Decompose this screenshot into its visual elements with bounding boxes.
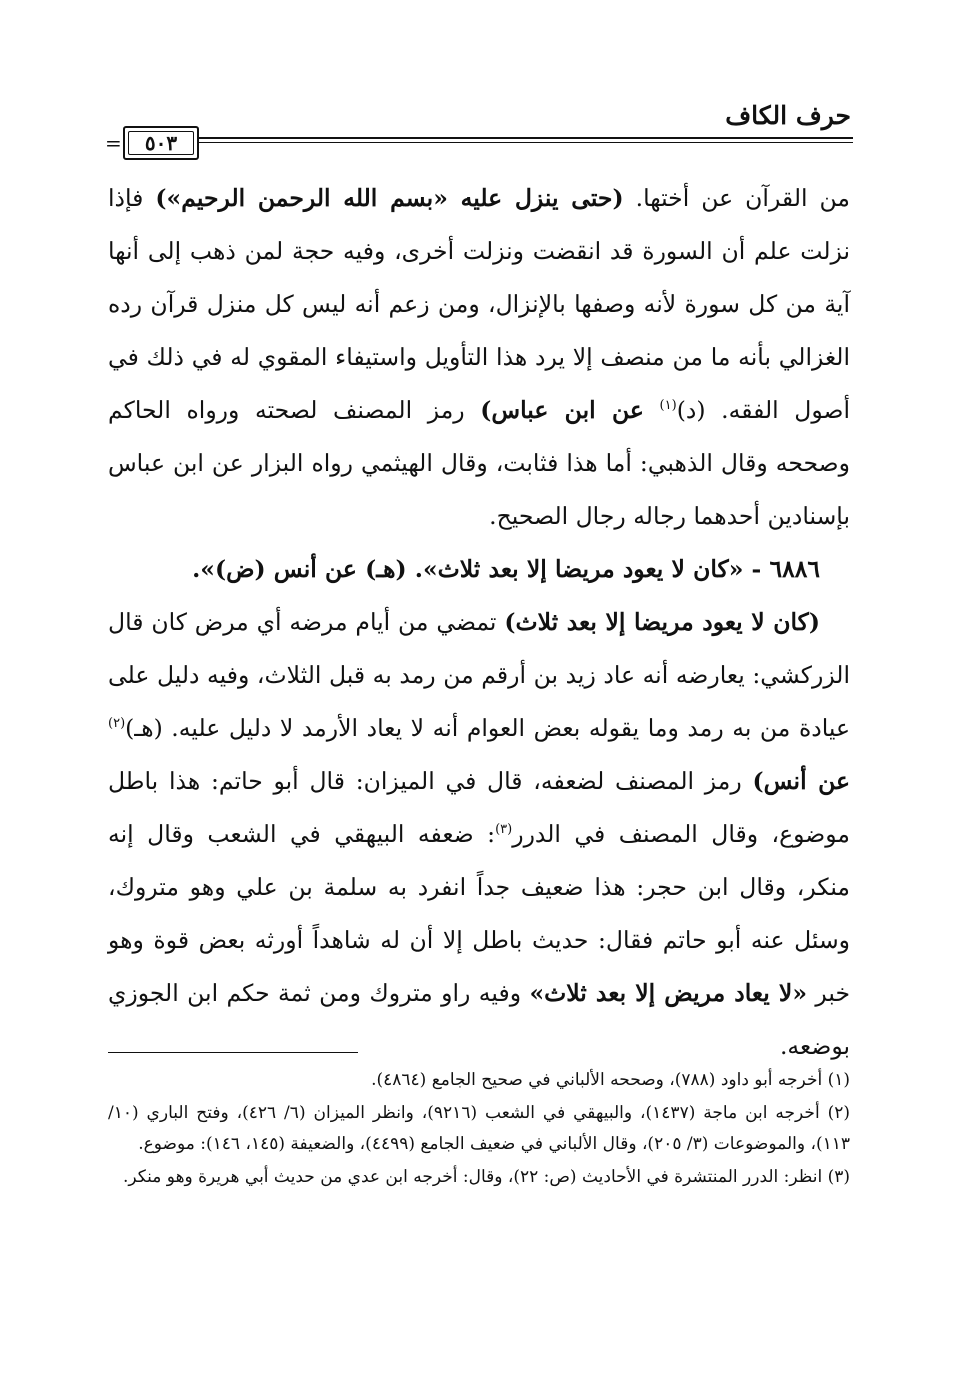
header-rule-thin (197, 142, 853, 143)
header-ornament: = (105, 131, 122, 155)
main-text (108, 172, 850, 1073)
chapter-title: حرف الكاف (725, 101, 851, 130)
paragraph-2: (كان لا يعود مريضا إلا بعد ثلاث) تمضي من أيام مرضه أي مرض كان قال الزركشي: يعارضه أنه عاد زيد بن أرقم من رمد به قبل الثلاث، وفيه دليل على عيادة من به رمد وما يقوله بعض العوام أنه لا يعاد الأرمد لا دليل عليه. (هـ)$^{(٢)}$ عن أنس) رمز المصنف لضعفه، قال في الميزان: قال أبو حاتم: هذا باطل موضوع، وقال المصنف في الدرر$^{(٣)}$: ضعفه البيهقي في الشعب وقال إنه منكر، وقال ابن حجر: هذا ضعيف جداً انفرد به سلمة بن علي وهو متروك، وسئل عنه أبو حاتم فقال: حديث باطل إلا أن له شاهداً أورثه بعض قوة وهو خبر «لا يعاد مريض إلا بعد ثلاث» وفيه راو متروك ومن ثمة حكم ابن الجوزي بوضعه. (108, 608, 850, 1060)
page-header (105, 95, 853, 155)
footnote-2: (٢) أخرجه ابن ماجة (١٤٣٧)، والبيهقي في الشعب (٩٢١٦)، وانظر الميزان (٦/ ٤٢٦)، وفتح الباري (١٠/ ١١٣)، والموضوعات (٣/ ٢٠٥)، وقال الألباني في ضعيف الجامع (٤٤٩٩)، والضعيفة (١٤٥، ١٤٦): موضوع. (108, 1103, 851, 1154)
footnote-divider (108, 1052, 358, 1053)
footnote-ref-1: (١) (659, 398, 677, 414)
footnotes (108, 1065, 850, 1195)
paragraph-1: من القرآن عن أختها. (حتى ينزل عليه «بسم الله الرحمن الرحيم») فإذا نزلت علم أن السورة قد انقضت ونزلت أخرى، وفيه حجة لمن ذهب إلى أنها آية من كل سورة لأنه وصفها بالإنزال، ومن زعم أنه ليس كل منزل قرآن رده الغزالي بأنه ما من منصف إلا يرد هذا التأويل واستيفاء المقوي له في ذلك في أصول الفقه. (د)$^{(١)}$ عن ابن عباس) رمز المصنف لصحته ورواه الحاكم وصححه وقال الذهبي: أما هذا فثابت، وقال الهيثمي رواه البزار عن ابن عباس بإسنادين أحدهما رجاله رجال الصحيح. (108, 184, 851, 530)
header-rule (197, 137, 853, 139)
footnote-3: (٣) انظر: الدرر المنتشرة في الأحاديث (ص: ٢٢)، وقال: أخرجه ابن عدي من حديث أبي هريرة وهو منكر. (122, 1167, 850, 1187)
footnote-1: (١) أخرجه أبو داود (٧٨٨)، وصححه الألباني في صحيح الجامع (٤٨٦٤). (371, 1070, 850, 1090)
page-number: ٥٠٣ (123, 126, 199, 160)
footnote-ref-3: (٣) (495, 822, 513, 838)
hadith-heading: ٦٨٨٦ - «كان لا يعود مريضا إلا بعد ثلاث». (هـ) عن أنس (ض)». (192, 555, 820, 583)
footnote-ref-2: (٢) (108, 716, 126, 732)
